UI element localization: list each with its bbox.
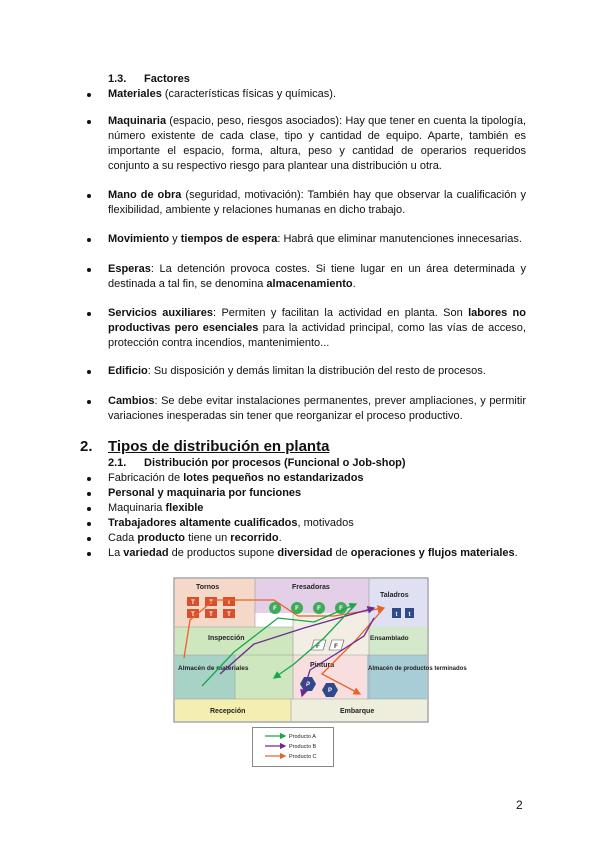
svg-text:T: T xyxy=(227,600,231,606)
zone-inspeccion-low xyxy=(235,655,293,699)
plant-layout-diagram xyxy=(174,578,467,722)
page-number: 2 xyxy=(516,798,523,812)
svg-text:T: T xyxy=(227,612,231,618)
factor-item: Edificio: Su disposición y demás limitan la distribución del resto de procesos. xyxy=(80,364,526,379)
svg-text:t: t xyxy=(408,612,411,618)
list-item: La variedad de productos supone diversidad de operaciones y flujos materiales. xyxy=(80,546,540,561)
label-inspeccion: Inspección xyxy=(208,635,245,642)
legend-label-b: Producto B xyxy=(289,744,317,750)
factor-item: Mano de obra (seguridad, motivación): También hay que observar la cualificación y flexibilidad, ambiente y relaciones humanas en dicho trabajo. xyxy=(80,188,526,218)
list-item: Fabricación de lotes pequeños no estandarizados xyxy=(80,471,540,486)
process-list xyxy=(80,471,540,561)
label-almacen-productos: Almacén de productos terminados xyxy=(368,666,467,672)
factor-item: Esperas: La detención provoca costes. Si tiene lugar en un área determinada y destinada a tal fin, se denomina almacenamiento. xyxy=(80,262,526,292)
factor-item: Maquinaria (espacio, peso, riesgos asociados): Hay que tener en cuenta la tipología, número existente de cada clase, tipo y cantidad de equipo. Aparte, también es importante el espacio, forma, altura, peso y cantidad de operarios requeridos conjunto a su respectivo riesgo para plantear una distribución u otra. xyxy=(80,114,526,174)
legend-label-c: Producto C xyxy=(289,754,317,760)
factor-item: Cambios: Se debe evitar instalaciones permanentes, prever ampliaciones, y permitir variaciones inesperadas sin tener que reorganizar el proceso productivo. xyxy=(80,394,526,424)
section-1-3-heading xyxy=(108,72,190,87)
section-number: 1.3. xyxy=(108,73,127,85)
label-taladros: Taladros xyxy=(380,592,409,599)
zone-almacen-productos xyxy=(367,655,427,699)
list-item: Personal y maquinaria por funciones xyxy=(80,486,540,501)
factor-item: Movimiento y tiempos de espera: Habrá que eliminar manutenciones innecesarias. xyxy=(80,232,526,247)
label-pintura: Pintura xyxy=(310,662,335,669)
diagram-legend xyxy=(252,727,334,767)
svg-text:t: t xyxy=(395,612,398,618)
svg-text:T: T xyxy=(191,600,195,606)
svg-text:F: F xyxy=(316,644,320,650)
section-title: Factores xyxy=(144,73,190,85)
svg-text:F: F xyxy=(295,606,299,612)
list-item: Cada producto tiene un recorrido. xyxy=(80,531,540,546)
svg-text:F: F xyxy=(317,606,321,612)
svg-text:T: T xyxy=(191,612,195,618)
zone-taladros xyxy=(369,579,427,627)
list-item: Trabajadores altamente cualificados, motivados xyxy=(80,516,540,531)
factor-item: Materiales (características físicas y químicas). xyxy=(80,87,526,102)
section-2-heading: 2. Tipos de distribución en planta xyxy=(80,438,330,455)
label-almacen-materiales: Almacén de materiales xyxy=(178,665,249,672)
svg-text:P: P xyxy=(327,688,333,694)
label-fresadoras: Fresadoras xyxy=(292,584,330,591)
svg-text:T: T xyxy=(209,600,213,606)
svg-text:T: T xyxy=(209,612,213,618)
zone-almacen-materiales xyxy=(175,655,235,699)
svg-text:F: F xyxy=(273,606,277,612)
label-ensamblado: Ensamblado xyxy=(370,635,409,642)
label-tornos: Tornos xyxy=(196,584,220,591)
label-embarque: Embarque xyxy=(340,708,375,715)
svg-text:P: P xyxy=(305,682,311,688)
factor-item: Servicios auxiliares: Permiten y facilitan la actividad en planta. Son labores no productivas pero esenciales para la actividad principal, como las vías de acceso, protección contra incendios, mantenimiento... xyxy=(80,306,526,351)
legend-label-a: Producto A xyxy=(289,734,316,740)
list-item: Maquinaria flexible xyxy=(80,501,540,516)
svg-text:F: F xyxy=(334,644,338,650)
section-2-1-heading: 2.1. Distribución por procesos (Funcional o Job-shop) xyxy=(108,457,406,469)
svg-text:F: F xyxy=(339,606,343,612)
label-recepcion: Recepción xyxy=(210,708,246,715)
